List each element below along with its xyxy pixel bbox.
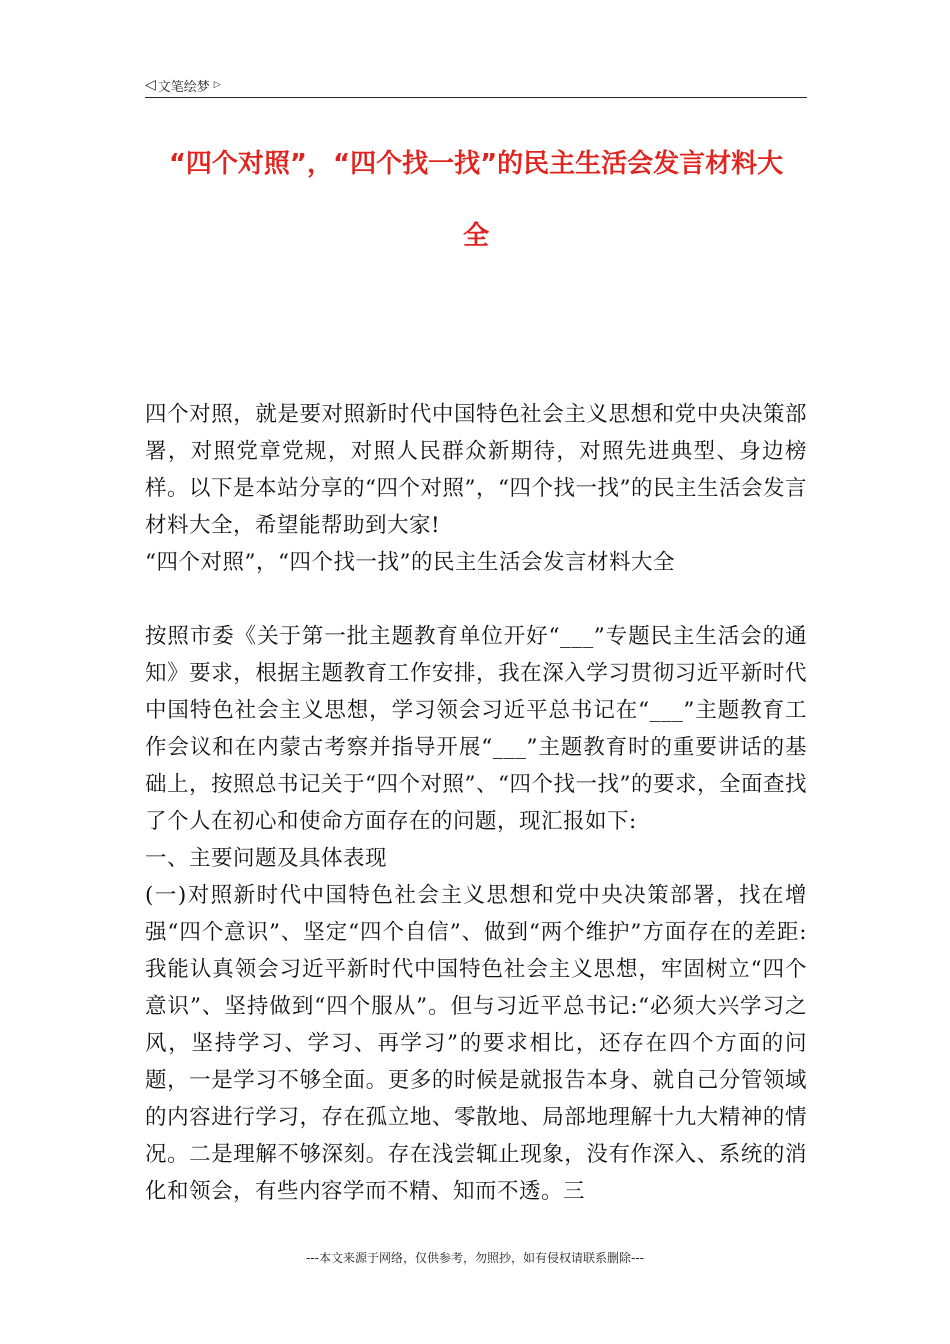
content-paragraph-1: 按照市委《关于第一批主题教育单位开好“___”专题民主生活会的通知》要求，根据主题教育工作安排，我在深入学习贯彻习近平新时代中国特色社会主义思想，学习领会习近平总书记在“___”主题教育工作会议和在内蒙古考察并指导开展“___”主题教育时的重要讲话的基础上，按照总书记关于“四个对照”、“四个找一找”的要求，全面查找了个人在初心和使命方面存在的问题，现汇报如下: xyxy=(145,624,807,834)
title-line-1: “四个对照”，“四个找一找”的民主生活会发言材料大 xyxy=(168,149,784,179)
section-heading-1: 一、主要问题及具体表现 xyxy=(145,846,388,871)
brand-name: 文笔绘梦 xyxy=(157,79,210,95)
document-title xyxy=(145,128,807,272)
document-body xyxy=(145,396,807,1210)
footer-notice: ---本文来源于网络，仅供参考，勿照抄，如有侵权请联系删除--- xyxy=(306,1251,644,1265)
blank-line xyxy=(145,581,807,618)
header-divider xyxy=(145,97,807,98)
intro-subtitle: “四个对照”，“四个找一找”的民主生活会发言材料大全 xyxy=(145,550,675,575)
title-line-2: 全 xyxy=(462,221,489,251)
intro-paragraph: 四个对照，就是要对照新时代中国特色社会主义思想和党中央决策部署，对照党章党规，对照人民群众新期待，对照先进典型、身边榜样。以下是本站分享的“四个对照”，“四个找一找”的民主生活会发言材料大全，希望能帮助到大家! xyxy=(145,402,807,538)
content-paragraph-2: (一)对照新时代中国特色社会主义思想和党中央决策部署，找在增强“四个意识”、坚定“四个自信”、做到“两个维护”方面存在的差距:我能认真领会习近平新时代中国特色社会主义思想，牢固树立“四个意识”、坚持做到“四个服从”。但与习近平总书记:“必须大兴学习之风，坚持学习、学习、再学习”的要求相比，还存在四个方面的问题，一是学习不够全面。更多的时候是就报告本身、就自己分管领域的内容进行学习，存在孤立地、零散地、局部地理解十九大精神的情况。二是理解不够深刻。存在浅尝辄止现象，没有作深入、系统的消化和领会，有些内容学而不精、知而不透。三 xyxy=(145,883,807,1204)
left-triangle-icon: ◁ xyxy=(145,77,156,93)
page-header xyxy=(145,74,805,96)
right-triangle-icon: ▷ xyxy=(213,80,221,90)
